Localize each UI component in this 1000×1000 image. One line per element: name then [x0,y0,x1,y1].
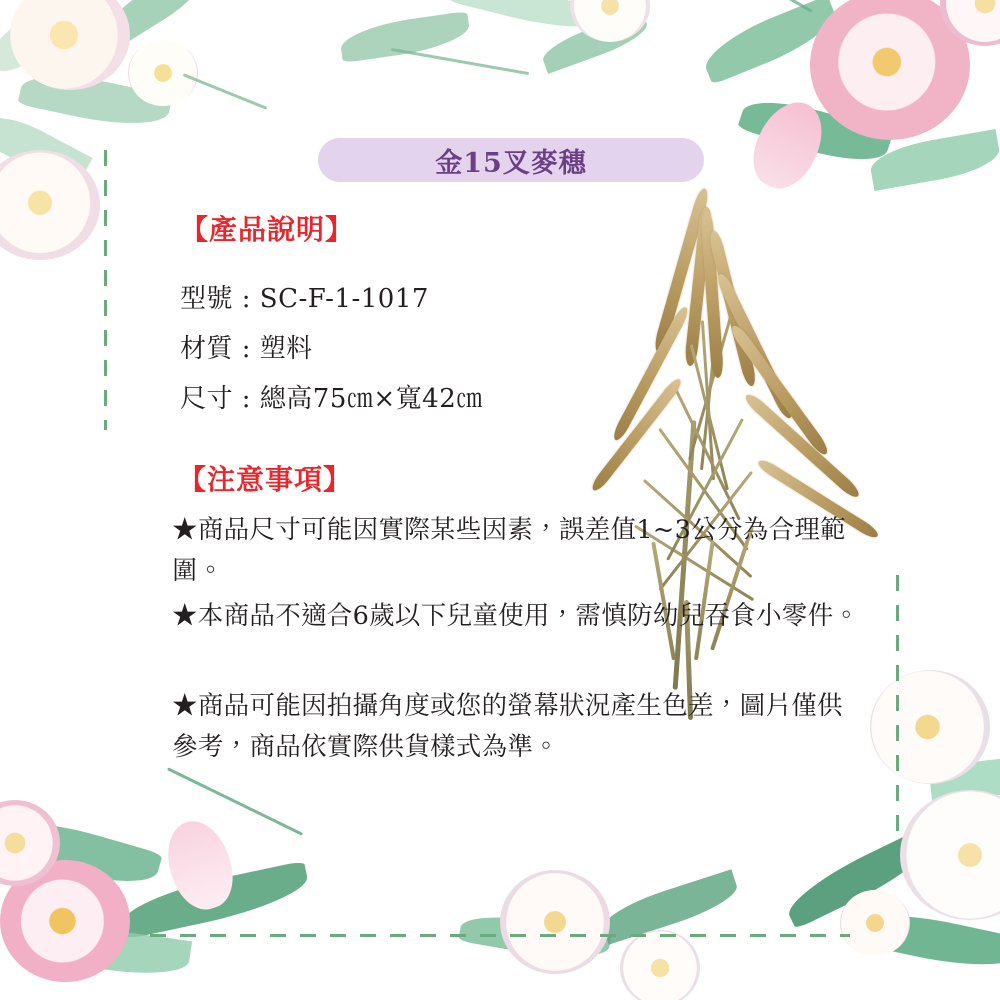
leaf-shape [780,827,940,929]
leaf-shape [118,861,312,940]
leaf-shape [28,919,192,981]
leaf-shape [848,903,1000,977]
leaf-shape [928,754,1000,802]
floral-decor-bottom-center [440,860,780,1000]
flower-shape [0,860,130,982]
flower-shape [10,0,130,90]
note-item: ★本商品不適合6歲以下兒童使用，需慎防幼兒吞食小零件。 [172,601,860,631]
leaf-shape [458,907,612,967]
leaf-shape [0,106,92,191]
note-item: ★商品尺寸可能因實際某些因素，誤差值1~3公分為合理範圍。 [172,515,846,586]
flower-shape [500,870,610,974]
flower-shape [900,790,1000,920]
flower-shape [128,40,198,106]
frame-dash-bottom [150,934,850,937]
flower-shape [810,0,970,140]
flower-shape [570,0,650,42]
spec-material: 材質 : 塑料 [180,334,313,364]
stem-shape [690,344,729,490]
stem-shape [167,767,303,835]
flower-shape [0,150,100,260]
spec-model: 型號 : SC-F-1-1017 [180,284,429,314]
notes-heading: 【注意事項】 [178,463,353,496]
flower-shape [0,800,60,886]
leaf-shape [99,0,210,49]
floral-decor-bottom-left [0,760,390,1000]
leaf-shape [737,88,893,174]
stem-shape [391,48,529,75]
wheat-spike [728,323,831,458]
flower-shape [620,930,700,1000]
leaf-shape [0,0,114,73]
flower-shape [158,813,243,917]
stem-shape [707,0,812,13]
stem-shape [183,73,268,109]
flower-shape [840,890,910,956]
flower-shape [940,0,1000,46]
leaf-shape [539,10,652,74]
leaf-shape [338,11,471,63]
product-description-heading: 【產品說明】 [180,213,355,246]
leaf-shape [449,0,602,38]
note-item: ★商品可能因拍攝角度或您的螢幕狀況產生色差，圖片僅供參考，商品依實際供貨樣式為準。 [172,691,843,762]
spec-dimensions: 尺寸 : 總高75㎝×寬42㎝ [180,384,483,414]
floral-decor-top-center [330,0,690,120]
frame-dash-left [104,150,107,430]
page-title: 金15叉麥穗 [435,147,587,179]
leaf-shape [17,65,172,135]
leaf-shape [0,807,163,896]
leaf-shape [698,0,843,85]
flower-shape [870,670,990,784]
